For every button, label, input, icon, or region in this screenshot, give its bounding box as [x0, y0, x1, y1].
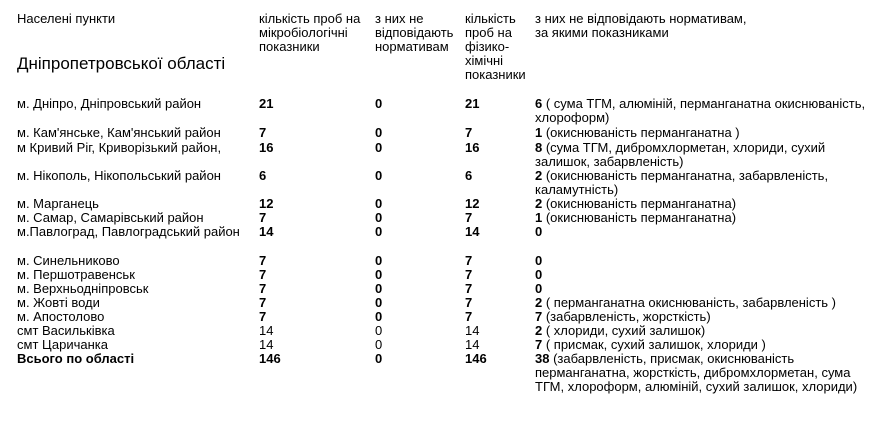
place-name: м. Кам'янське, Кам'янський район [17, 125, 221, 140]
micro-count: 21 [259, 96, 274, 111]
micro-noncompliant: 0 [375, 125, 383, 140]
phys-noncompliant [535, 141, 875, 169]
micro-noncompliant: 0 [375, 281, 383, 296]
micro-noncompliant: 0 [375, 323, 383, 338]
micro-count: 146 [259, 351, 281, 366]
place-name: м. Апостолово [17, 309, 105, 324]
phys-noncompliant [535, 254, 875, 268]
region-title: Дніпропетровської області [17, 54, 226, 73]
phys-noncompliant [535, 352, 875, 394]
phys-count: 14 [465, 337, 480, 352]
phys-noncompliant [535, 97, 875, 125]
noncompliant-details: (окиснюваність перманганатна) [542, 210, 737, 225]
phys-noncompliant [535, 197, 875, 211]
phys-count: 146 [465, 351, 487, 366]
micro-noncompliant: 0 [375, 337, 383, 352]
micro-noncompliant: 0 [375, 96, 383, 111]
phys-count: 7 [465, 210, 473, 225]
noncompliant-count: 7 [535, 337, 543, 352]
micro-count: 7 [259, 267, 267, 282]
phys-count: 16 [465, 140, 480, 155]
place-name: м. Верхньодніпровськ [17, 281, 149, 296]
noncompliant-details: (окиснюваність перманганатна) [542, 196, 737, 211]
phys-noncompliant [535, 211, 875, 225]
noncompliant-details: ( присмак, сухий залишок, хлориди ) [542, 337, 766, 352]
total-label: Всього по області [17, 351, 135, 366]
noncompliant-details: (сума ТГМ, дибромхлорметан, хлориди, сухий залишок, забарвленість) [535, 140, 826, 169]
place-name: м. Першотравенськ [17, 267, 135, 282]
noncompliant-count: 8 [535, 140, 543, 155]
phys-noncompliant [535, 225, 875, 239]
micro-noncompliant: 0 [375, 295, 383, 310]
micro-count: 12 [259, 196, 274, 211]
micro-count: 16 [259, 140, 274, 155]
noncompliant-details: (забарвленість, присмак, окиснюваність перманганатна, жорсткість, дибромхлорметан, сума ТГМ, хлороформ, алюміній, сухий залишок, хлориди) [535, 351, 858, 394]
micro-noncompliant: 0 [375, 224, 383, 239]
micro-noncompliant: 0 [375, 196, 383, 211]
phys-count: 7 [465, 125, 473, 140]
noncompliant-details: ( хлориди, сухий залишок) [542, 323, 706, 338]
place-name: м. Марганець [17, 196, 99, 211]
phys-noncompliant [535, 282, 875, 296]
noncompliant-count: 0 [535, 224, 543, 239]
phys-count: 7 [465, 267, 473, 282]
phys-noncompliant [535, 169, 875, 197]
noncompliant-count: 2 [535, 323, 543, 338]
noncompliant-count: 0 [535, 253, 543, 268]
noncompliant-details: (окиснюваність перманганатна, забарвленість, каламутність) [535, 168, 829, 197]
micro-count: 6 [259, 168, 267, 183]
phys-noncompliant [535, 126, 875, 140]
noncompliant-details: ( перманганатна окиснюваність, забарвленість ) [542, 295, 836, 310]
micro-noncompliant: 0 [375, 140, 383, 155]
micro-count: 7 [259, 309, 267, 324]
noncompliant-count: 2 [535, 295, 543, 310]
noncompliant-count: 38 [535, 351, 550, 366]
noncompliant-count: 6 [535, 96, 543, 111]
phys-noncompliant [535, 338, 875, 352]
micro-noncompliant: 0 [375, 351, 383, 366]
phys-count: 7 [465, 295, 473, 310]
noncompliant-count: 2 [535, 168, 543, 183]
noncompliant-count: 1 [535, 210, 543, 225]
noncompliant-count: 0 [535, 281, 543, 296]
noncompliant-details: (окиснюваність перманганатна ) [542, 125, 740, 140]
phys-count: 6 [465, 168, 473, 183]
place-name: м Кривий Ріг, Криворізький район, [17, 140, 222, 155]
place-name: смт Васильківка [17, 323, 115, 338]
noncompliant-details: ( сума ТГМ, алюміній, перманганатна окиснюваність, хлороформ) [535, 96, 866, 125]
place-name: м.Павлоград, Павлоградський район [17, 224, 240, 239]
micro-noncompliant: 0 [375, 168, 383, 183]
noncompliant-count: 1 [535, 125, 543, 140]
place-name: м. Синельниково [17, 253, 120, 268]
micro-count: 7 [259, 125, 267, 140]
phys-count: 12 [465, 196, 480, 211]
micro-count: 14 [259, 224, 274, 239]
phys-count: 7 [465, 253, 473, 268]
phys-noncompliant [535, 268, 875, 282]
micro-noncompliant: 0 [375, 253, 383, 268]
phys-count: 7 [465, 281, 473, 296]
place-name: м. Дніпро, Дніпровський район [17, 96, 202, 111]
phys-count: 14 [465, 323, 480, 338]
header-micro-noncompliant: з них не відповідають нормативам [375, 11, 454, 54]
phys-noncompliant [535, 296, 875, 310]
noncompliant-count: 2 [535, 196, 543, 211]
place-name: м. Нікополь, Нікопольський район [17, 168, 221, 183]
micro-noncompliant: 0 [375, 309, 383, 324]
place-name: м. Жовті води [17, 295, 100, 310]
noncompliant-count: 7 [535, 309, 543, 324]
phys-count: 7 [465, 309, 473, 324]
micro-noncompliant: 0 [375, 267, 383, 282]
micro-count: 7 [259, 281, 267, 296]
micro-count: 7 [259, 210, 267, 225]
micro-count: 14 [259, 323, 274, 338]
place-name: смт Царичанка [17, 337, 109, 352]
header-places: Населені пункти [17, 11, 116, 26]
header-phys-count: кількість проб на фізико- хімічні показники [465, 11, 526, 82]
noncompliant-count: 0 [535, 267, 543, 282]
phys-count: 14 [465, 224, 480, 239]
phys-noncompliant [535, 310, 875, 324]
place-name: м. Самар, Самарівський район [17, 210, 204, 225]
header-phys-noncompliant: з них не відповідають нормативам, за якими показниками [535, 11, 747, 40]
header-micro-count: кількість проб на мікробіологічні показники [259, 11, 361, 54]
phys-count: 21 [465, 96, 480, 111]
micro-noncompliant: 0 [375, 210, 383, 225]
micro-count: 14 [259, 337, 274, 352]
micro-count: 7 [259, 295, 267, 310]
micro-count: 7 [259, 253, 267, 268]
noncompliant-details: (забарвленість, жорсткість) [542, 309, 711, 324]
phys-noncompliant [535, 324, 875, 338]
